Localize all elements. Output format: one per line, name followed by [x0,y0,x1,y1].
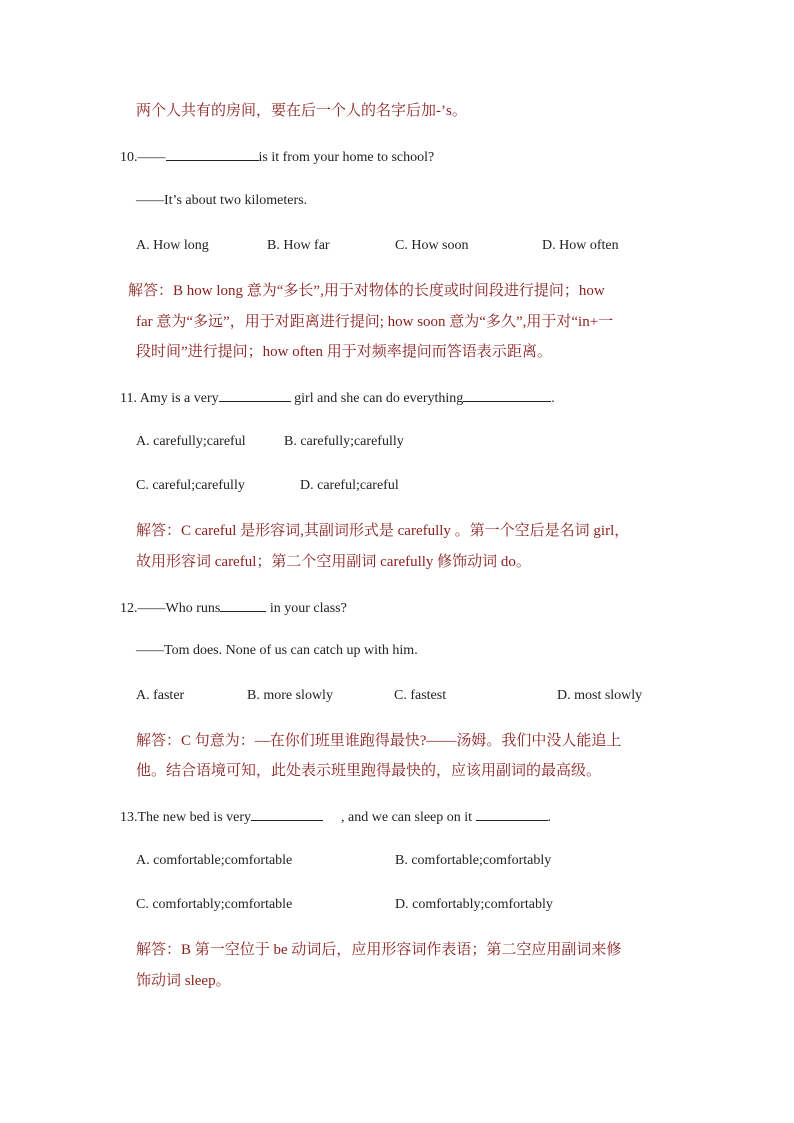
question-10-stem [120,146,434,168]
stem-part: , and we can sleep on it [341,810,473,825]
option-d: D. How often [542,238,619,253]
answer-blank [220,597,266,612]
question-12-reply: ——Tom does. None of us can catch up with him. [136,643,418,658]
question-10-reply: ——It’s about two kilometers. [136,193,308,208]
answer-13-line-1: 解答：B 第一空位于 be 动词后，应用形容词作表语；第二空应用副词来修 [136,942,622,958]
stem-part: ——Who runs [137,601,221,616]
option-b: B. How far [267,238,330,253]
stem-part: The new bed is very [137,810,252,825]
answer-11-line-2: 故用形容词 careful；第二个空用副词 carefully 修饰动词 do。 [136,554,531,570]
option-c: C. careful;carefully [136,478,245,493]
note-text: 两个人共有的房间，要在后一个人的名字后加-’s。 [136,103,467,119]
stem-part: in your class? [269,601,347,616]
answer-blank [476,806,548,821]
answer-blank [166,146,259,161]
option-b: B. comfortable;comfortably [395,853,552,868]
question-number: 12. [120,601,138,616]
stem-part: —— [137,150,166,165]
stem-part: is it from your home to school? [258,150,435,165]
option-a: A. faster [136,688,185,703]
option-d: D. most slowly [557,688,643,703]
option-a: A. carefully;careful [136,434,246,449]
answer-12-line-2: 他。结合语境可知，此处表示班里跑得最快的，应该用副词的最高级。 [136,763,602,779]
option-d: D. comfortably;comfortably [395,897,553,912]
answer-blank [463,387,551,402]
answer-blank [219,387,291,402]
option-b: B. more slowly [247,688,333,703]
option-c: C. fastest [394,688,447,703]
answer-10-line-3: 段时间”进行提问；how often 用于对频率提问而答语表示距离。 [136,344,552,360]
option-b: B. carefully;carefully [284,434,404,449]
stem-part: girl and she can do everything [294,391,464,406]
option-a: A. comfortable;comfortable [136,853,293,868]
option-c: C. How soon [395,238,469,253]
question-number: 13. [120,810,138,825]
question-13-stem [120,806,551,828]
question-number: 11. [120,391,137,406]
stem-part: Amy is a very [139,391,219,406]
answer-10-line-1: 解答：B how long 意为“多长”,用于对物体的长度或时间段进行提问；how [128,283,605,299]
answer-11-line-1: 解答：C careful 是形容词,其副词形式是 carefully 。第一个空后是名词 girl， [136,523,630,539]
question-12-stem [120,597,347,619]
answer-13-line-2: 饰动词 sleep。 [136,973,231,989]
answer-blank [251,806,323,821]
option-c: C. comfortably;comfortable [136,897,293,912]
stem-part: . [547,810,552,825]
answer-12-line-1: 解答：C 句意为：—在你们班里谁跑得最快?——汤姆。我们中没人能追上 [136,733,622,749]
option-a: A. How long [136,238,209,253]
stem-part: . [551,391,555,406]
question-11-stem [120,387,555,409]
answer-10-line-2: far 意为“多远”，用于对距离进行提问; how soon 意为“多久”,用于对“in+一 [136,314,614,330]
question-number: 10. [120,150,138,165]
option-d: D. careful;careful [300,478,399,493]
